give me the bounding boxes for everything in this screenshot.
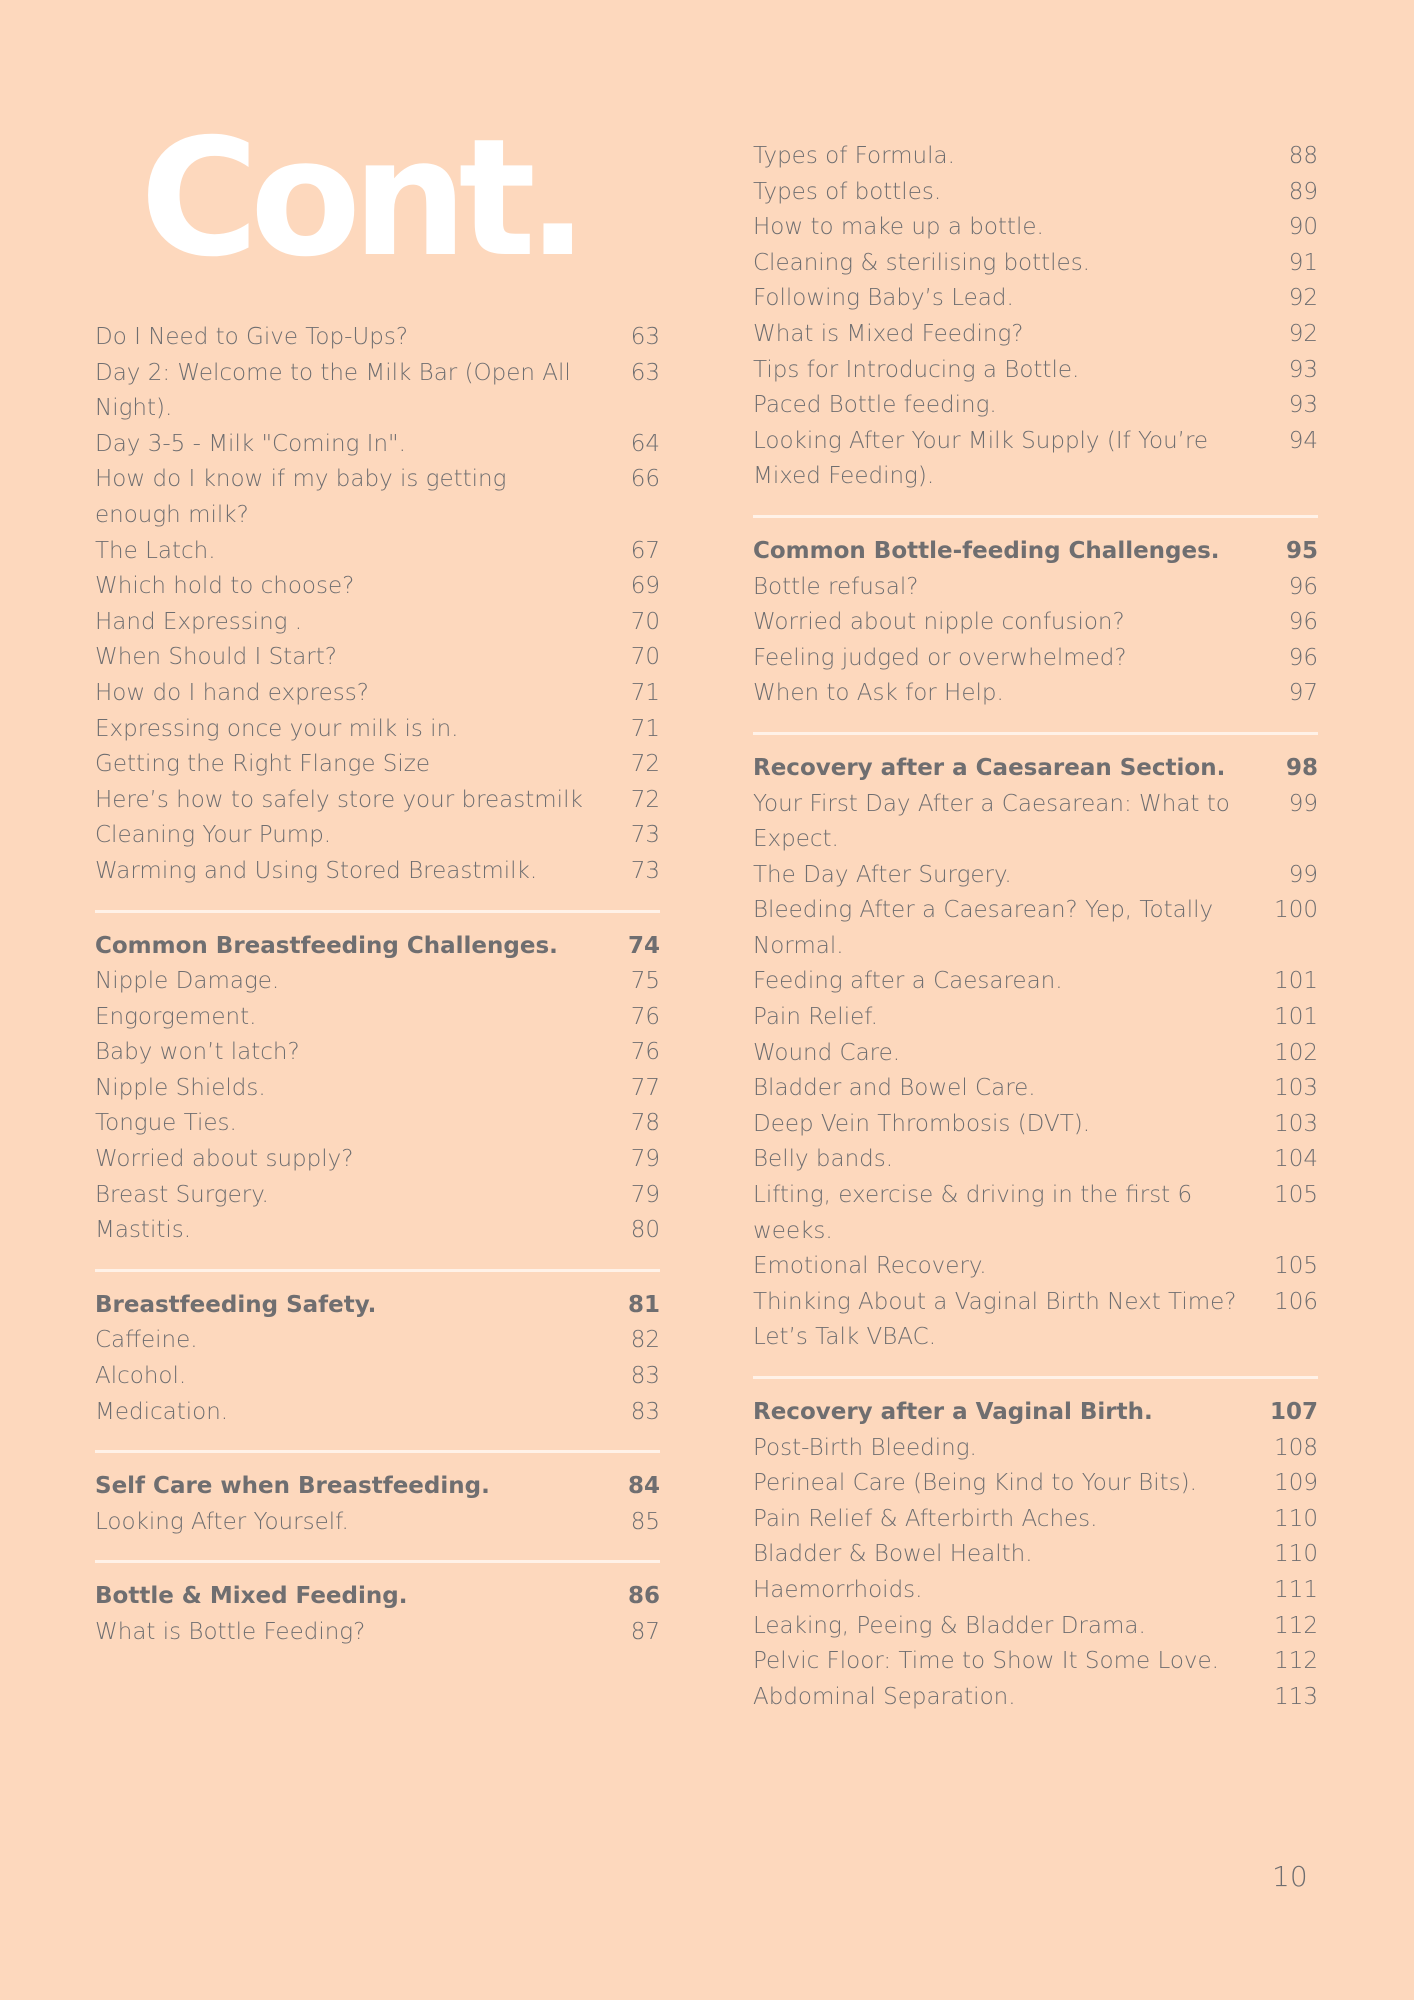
entry-title: Mastitis.: [95, 1217, 192, 1244]
entry-title: Pain Relief.: [753, 1004, 878, 1031]
entry-page-number: 73: [630, 857, 660, 884]
toc-entry[interactable]: [95, 712, 660, 748]
entry-page-number: 107: [1269, 1399, 1318, 1425]
entry-page-number: 70: [630, 608, 660, 635]
entry-title: Bladder & Bowel Health.: [753, 1541, 1033, 1568]
entry-page-number: 103: [1274, 1075, 1318, 1102]
entry-page-number: 72: [630, 786, 660, 813]
entry-page-number: 91: [1288, 249, 1318, 276]
toc-entry[interactable]: [95, 854, 660, 890]
entry-title: Baby won’t latch?: [95, 1039, 300, 1066]
toc-entry[interactable]: [753, 1537, 1318, 1573]
section-title: Breastfeeding Safety.: [95, 1291, 377, 1318]
toc-entry[interactable]: [753, 424, 1318, 495]
toc-entry[interactable]: [95, 640, 660, 676]
section-title: Bottle & Mixed Feeding.: [95, 1583, 408, 1610]
entry-title: Tips for Introducing a Bottle.: [753, 356, 1080, 383]
toc-entry[interactable]: [753, 139, 1318, 175]
section-divider: [753, 732, 1318, 735]
page-number: 10: [1272, 1860, 1308, 1893]
entry-page-number: 69: [630, 573, 660, 600]
toc-section-heading[interactable]: [753, 1395, 1318, 1431]
toc-entry[interactable]: [753, 388, 1318, 424]
entry-page-number: 111: [1274, 1576, 1318, 1603]
entry-title: Here’s how to safely store your breastmilk: [95, 786, 583, 813]
toc-entry[interactable]: [753, 858, 1318, 894]
entry-page-number: 72: [630, 751, 660, 778]
entry-title: Looking After Yourself.: [95, 1508, 349, 1535]
toc-entry[interactable]: [753, 210, 1318, 246]
toc-entry[interactable]: [753, 1000, 1318, 1036]
entry-page-number: 82: [630, 1327, 660, 1354]
entry-page-number: 96: [1288, 609, 1318, 636]
toc-entry[interactable]: [753, 281, 1318, 317]
entry-page-number: 99: [1288, 861, 1318, 888]
entry-title: Haemorrhoids.: [753, 1576, 923, 1603]
entry-title: Which hold to choose?: [95, 573, 355, 600]
entry-title: Belly bands.: [753, 1146, 894, 1173]
toc-entry[interactable]: [95, 1213, 660, 1249]
entry-title: Wound Care.: [753, 1039, 901, 1066]
toc-section-heading[interactable]: [95, 1469, 660, 1505]
toc-entry[interactable]: [95, 1106, 660, 1142]
entry-page-number: 101: [1274, 1004, 1318, 1031]
entry-page-number: 79: [630, 1146, 660, 1173]
toc-entry[interactable]: [95, 1178, 660, 1214]
entry-title: Pain Relief & Afterbirth Aches.: [753, 1505, 1098, 1532]
entry-page-number: 63: [630, 324, 660, 350]
entry-title: When to Ask for Help.: [753, 680, 1004, 707]
entry-title: Your First Day After a Caesarean: What to Expect.: [753, 790, 1230, 853]
entry-page-number: 102: [1274, 1039, 1318, 1066]
toc-entry[interactable]: [95, 747, 660, 783]
entry-page-number: 92: [1288, 320, 1318, 347]
entry-title: Medication.: [95, 1398, 229, 1425]
entry-page-number: 105: [1274, 1182, 1318, 1209]
entry-title: Types of Formula.: [753, 143, 955, 169]
entry-title: Bleeding After a Caesarean? Yep, Totally Normal.: [753, 897, 1214, 959]
toc-entry[interactable]: [753, 641, 1318, 677]
entry-title: Pelvic Floor: Time to Show It Some Love.: [753, 1648, 1219, 1675]
toc-entry[interactable]: [95, 605, 660, 641]
toc-entry[interactable]: [753, 787, 1318, 858]
entry-title: Hand Expressing .: [95, 608, 303, 635]
entry-title: Engorgement.: [95, 1003, 257, 1030]
toc-entry[interactable]: [753, 1285, 1318, 1356]
entry-title: Thinking About a Vaginal Birth Next Time? Let’s Talk VBAC.: [753, 1288, 1237, 1351]
toc-entry[interactable]: [95, 783, 660, 819]
toc-entry[interactable]: [753, 1036, 1318, 1072]
entry-title: Paced Bottle feeding.: [753, 392, 997, 419]
toc-entry[interactable]: [753, 1178, 1318, 1249]
toc-entry[interactable]: [753, 175, 1318, 211]
entry-title: Getting the Right Flange Size: [95, 751, 430, 778]
section-divider: [95, 910, 660, 913]
toc-entry[interactable]: [95, 356, 660, 427]
entry-title: Nipple Damage.: [95, 968, 280, 995]
entry-title: Day 3-5 - Milk "Coming In".: [95, 430, 406, 457]
entry-page-number: 76: [630, 1039, 660, 1066]
entry-title: Feeding after a Caesarean.: [753, 968, 1063, 995]
entry-title: How do I know if my baby is getting enough milk?: [95, 466, 507, 528]
entry-page-number: 98: [1285, 754, 1318, 781]
entry-title: Bottle refusal?: [753, 573, 919, 600]
section-title: Common Breastfeeding Challenges.: [95, 932, 558, 959]
entry-title: Lifting, exercise & driving in the first 6 weeks.: [753, 1182, 1193, 1244]
entry-title: Caffeine.: [95, 1327, 198, 1354]
entry-page-number: 109: [1274, 1470, 1318, 1497]
entry-page-number: 97: [1288, 680, 1318, 707]
toc-entry[interactable]: [753, 570, 1318, 606]
toc-entry[interactable]: [95, 676, 660, 712]
entry-title: Bladder and Bowel Care.: [753, 1075, 1036, 1102]
entry-title: The Day After Surgery.: [753, 861, 1012, 888]
entry-page-number: 100: [1274, 897, 1318, 924]
toc-entry[interactable]: [95, 462, 660, 533]
section-divider: [753, 1376, 1318, 1379]
entry-title: Breast Surgery.: [95, 1181, 269, 1208]
toc-entry[interactable]: [95, 320, 660, 356]
entry-page-number: 76: [630, 1003, 660, 1030]
page-title: Cont.: [140, 105, 580, 293]
entry-page-number: 73: [630, 822, 660, 849]
entry-page-number: 96: [1288, 573, 1318, 600]
toc-entry[interactable]: [753, 964, 1318, 1000]
toc-entry[interactable]: [95, 818, 660, 854]
toc-entry[interactable]: [753, 246, 1318, 282]
section-title: Recovery after a Caesarean Section.: [753, 754, 1226, 781]
toc-entry[interactable]: [753, 353, 1318, 389]
entry-page-number: 110: [1274, 1505, 1318, 1532]
toc-entry[interactable]: [753, 1609, 1318, 1645]
entry-title: When Should I Start?: [95, 644, 337, 671]
entry-page-number: 84: [627, 1473, 660, 1500]
entry-page-number: 90: [1288, 214, 1318, 241]
toc-entry[interactable]: [95, 1615, 660, 1651]
toc-entry[interactable]: [753, 676, 1318, 712]
entry-title: How to make up a bottle.: [753, 214, 1044, 241]
entry-page-number: 63: [630, 359, 660, 386]
entry-page-number: 113: [1274, 1683, 1318, 1710]
toc-entry[interactable]: [753, 1249, 1318, 1285]
entry-title: Deep Vein Thrombosis (DVT).: [753, 1110, 1091, 1137]
entry-page-number: 78: [630, 1110, 660, 1137]
section-title: Recovery after a Vaginal Birth.: [753, 1399, 1153, 1425]
toc-entry[interactable]: [95, 964, 660, 1000]
entry-page-number: 104: [1274, 1146, 1318, 1173]
entry-page-number: 71: [630, 715, 660, 742]
entry-page-number: 86: [627, 1583, 660, 1610]
toc-left-column: [95, 320, 660, 1651]
entry-page-number: 77: [630, 1074, 660, 1101]
entry-page-number: 92: [1288, 285, 1318, 312]
toc-section-heading[interactable]: [95, 1288, 660, 1324]
toc-entry[interactable]: [753, 1466, 1318, 1502]
entry-page-number: 83: [630, 1363, 660, 1390]
entry-page-number: 101: [1274, 968, 1318, 995]
toc-entry[interactable]: [753, 1573, 1318, 1609]
entry-page-number: 79: [630, 1181, 660, 1208]
entry-title: Alcohol.: [95, 1363, 187, 1390]
toc-entry[interactable]: [95, 1359, 660, 1395]
entry-title: Cleaning Your Pump.: [95, 822, 332, 849]
entry-title: What is Bottle Feeding?: [95, 1619, 366, 1645]
entry-page-number: 74: [627, 932, 660, 959]
entry-title: How do I hand express?: [95, 679, 369, 706]
toc-section-heading[interactable]: [753, 534, 1318, 570]
toc-entry[interactable]: [753, 1680, 1318, 1716]
toc-entry[interactable]: [95, 1142, 660, 1178]
entry-page-number: 88: [1288, 143, 1318, 169]
entry-title: Post-Birth Bleeding.: [753, 1434, 977, 1461]
entry-page-number: 112: [1274, 1648, 1318, 1675]
toc-entry[interactable]: [753, 1644, 1318, 1680]
entry-page-number: 106: [1274, 1288, 1318, 1315]
section-divider: [753, 515, 1318, 518]
entry-title: Emotional Recovery.: [753, 1253, 987, 1280]
entry-page-number: 87: [630, 1619, 660, 1645]
entry-page-number: 89: [1288, 178, 1318, 205]
toc-section-heading[interactable]: [95, 1579, 660, 1615]
entry-title: Looking After Your Milk Supply (If You’re Mixed Feeding).: [753, 427, 1209, 490]
toc-section-heading[interactable]: [753, 751, 1318, 787]
toc-entry[interactable]: [95, 1323, 660, 1359]
entry-title: Warming and Using Stored Breastmilk.: [95, 857, 538, 884]
toc-entry[interactable]: [95, 1395, 660, 1431]
entry-title: Following Baby’s Lead.: [753, 285, 1014, 312]
entry-page-number: 110: [1274, 1541, 1318, 1568]
toc-entry[interactable]: [753, 893, 1318, 964]
entry-title: Leaking, Peeing & Bladder Drama.: [753, 1612, 1146, 1639]
entry-page-number: 108: [1274, 1434, 1318, 1461]
section-divider: [95, 1269, 660, 1272]
entry-page-number: 66: [630, 466, 660, 493]
toc-entry[interactable]: [753, 317, 1318, 353]
entry-page-number: 85: [630, 1508, 660, 1535]
toc-entry[interactable]: [753, 605, 1318, 641]
entry-title: Worried about nipple confusion?: [753, 609, 1125, 636]
entry-title: Feeling judged or overwhelmed?: [753, 644, 1127, 671]
entry-title: Cleaning & sterilising bottles.: [753, 249, 1090, 276]
entry-title: Tongue Ties.: [95, 1110, 237, 1137]
entry-title: Types of bottles.: [753, 178, 942, 205]
entry-page-number: 75: [630, 968, 660, 995]
entry-title: Perineal Care (Being Kind to Your Bits).: [753, 1470, 1197, 1497]
entry-page-number: 71: [630, 679, 660, 706]
entry-page-number: 64: [630, 430, 660, 457]
toc-entry[interactable]: [753, 1502, 1318, 1538]
entry-page-number: 103: [1274, 1110, 1318, 1137]
entry-title: Abdominal Separation.: [753, 1683, 1016, 1710]
entry-title: Expressing once your milk is in.: [95, 715, 459, 742]
toc-entry[interactable]: [95, 534, 660, 570]
toc-entry[interactable]: [95, 569, 660, 605]
toc-entry[interactable]: [95, 427, 660, 463]
entry-page-number: 95: [1285, 537, 1318, 564]
toc-entry[interactable]: [95, 1000, 660, 1036]
entry-title: Nipple Shields.: [95, 1074, 266, 1101]
entry-page-number: 83: [630, 1398, 660, 1425]
toc-entry[interactable]: [95, 1071, 660, 1107]
entry-page-number: 80: [630, 1217, 660, 1244]
toc-entry[interactable]: [753, 1142, 1318, 1178]
entry-title: Do I Need to Give Top-Ups?: [95, 324, 409, 350]
entry-title: Day 2: Welcome to the Milk Bar (Open All Night).: [95, 359, 571, 422]
toc-entry[interactable]: [95, 1505, 660, 1541]
toc-section-heading[interactable]: [95, 929, 660, 965]
entry-title: Worried about supply?: [95, 1146, 354, 1173]
section-divider: [95, 1450, 660, 1453]
toc-entry[interactable]: [95, 1035, 660, 1071]
entry-page-number: 70: [630, 644, 660, 671]
entry-title: What is Mixed Feeding?: [753, 320, 1024, 347]
entry-page-number: 81: [627, 1291, 660, 1318]
entry-page-number: 93: [1288, 392, 1318, 419]
toc-entry[interactable]: [753, 1107, 1318, 1143]
entry-title: The Latch.: [95, 537, 216, 564]
entry-page-number: 112: [1274, 1612, 1318, 1639]
entry-page-number: 99: [1288, 790, 1318, 817]
toc-entry[interactable]: [753, 1431, 1318, 1467]
section-title: Common Bottle-feeding Challenges.: [753, 537, 1220, 564]
section-divider: [95, 1560, 660, 1563]
toc-entry[interactable]: [753, 1071, 1318, 1107]
toc-right-column: [753, 139, 1318, 1715]
entry-page-number: 93: [1288, 356, 1318, 383]
entry-page-number: 67: [630, 537, 660, 564]
entry-page-number: 105: [1274, 1253, 1318, 1280]
section-title: Self Care when Breastfeeding.: [95, 1473, 490, 1500]
entry-page-number: 96: [1288, 644, 1318, 671]
entry-page-number: 94: [1288, 427, 1318, 454]
